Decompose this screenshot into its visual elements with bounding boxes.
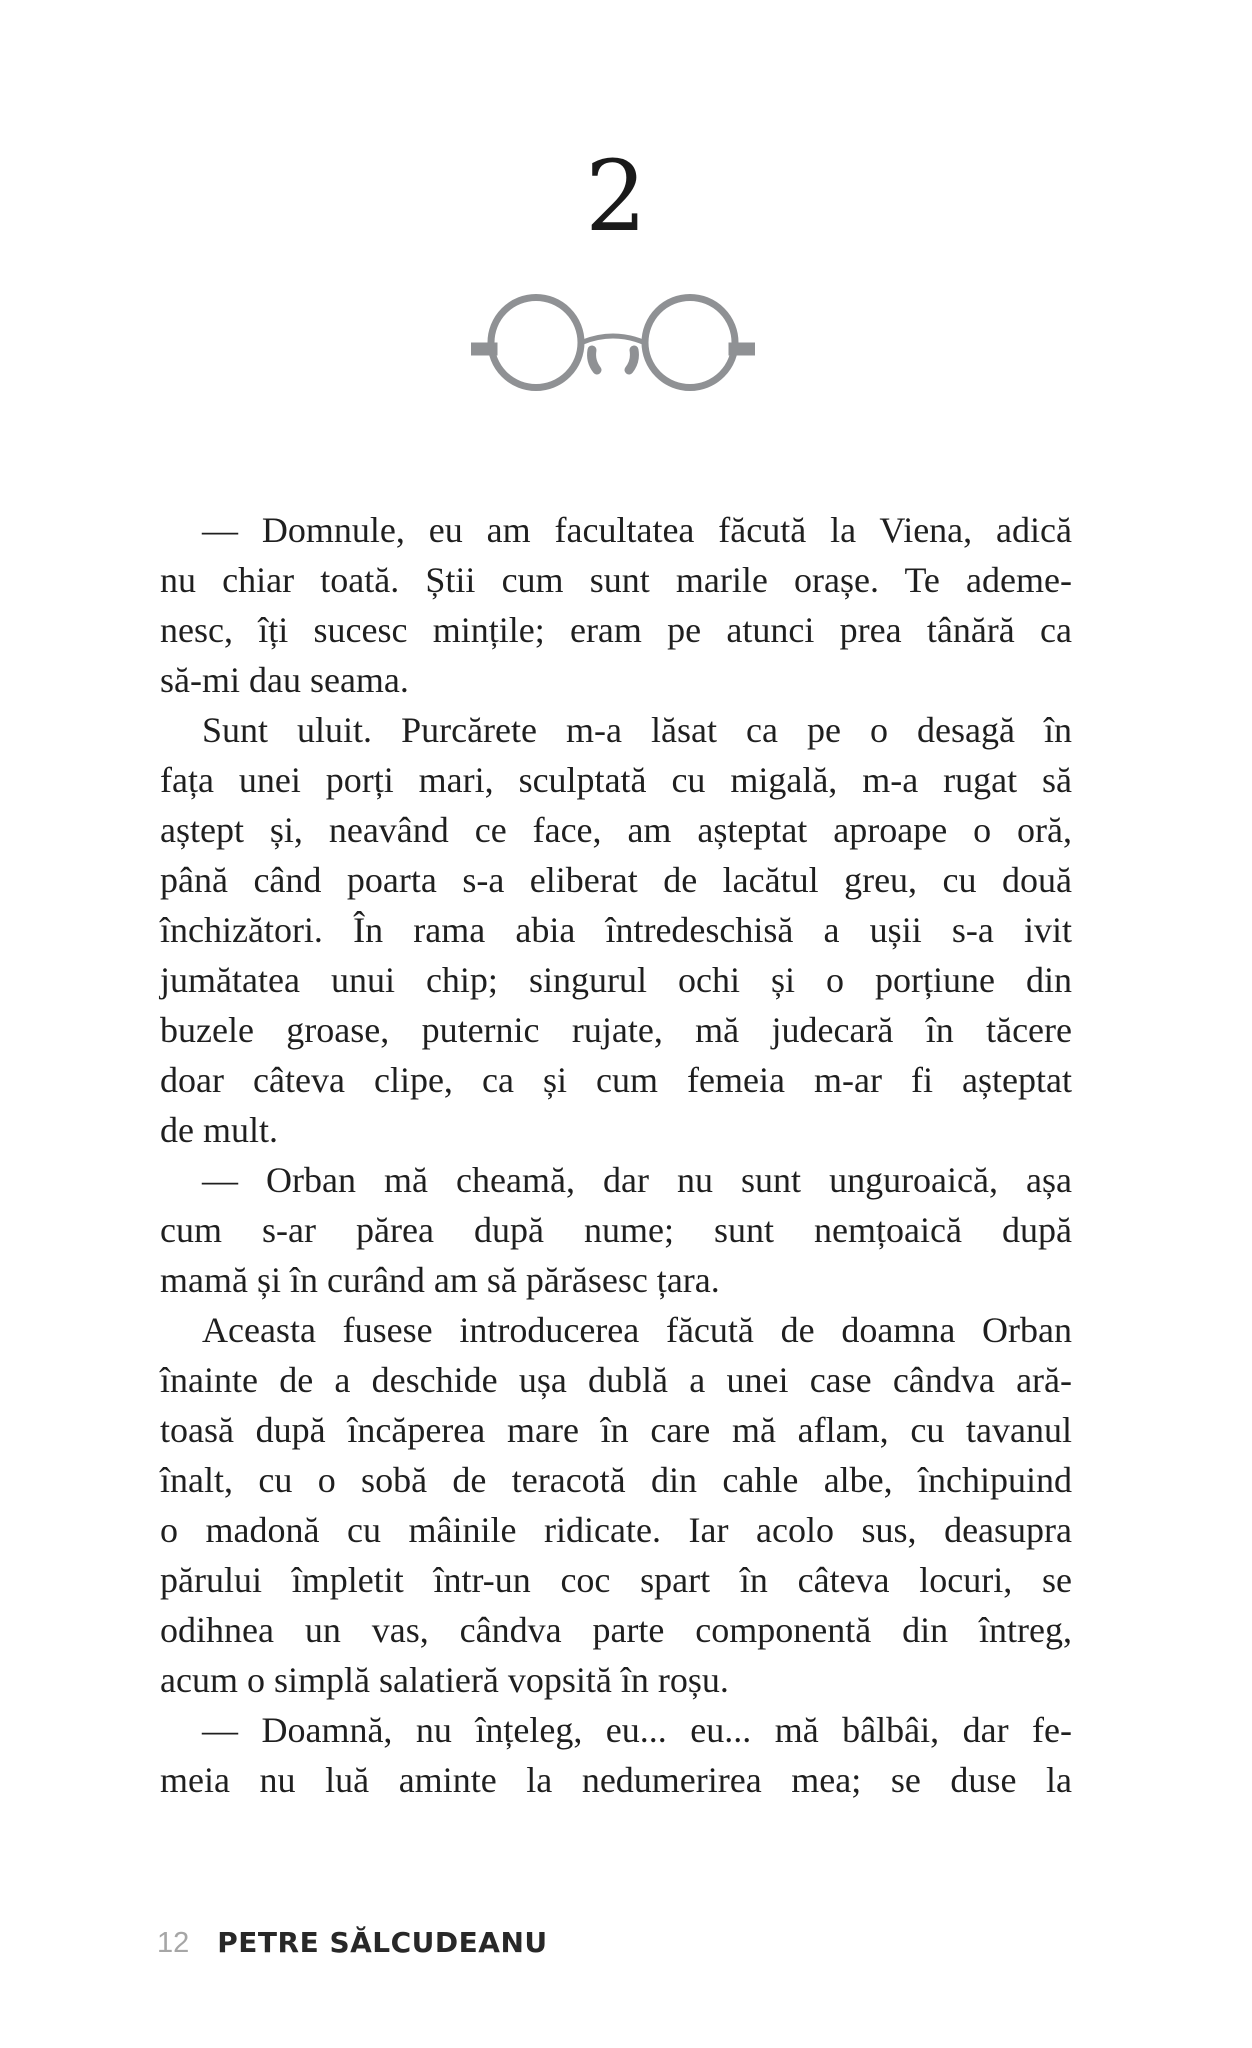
text-line: Sunt uluit. Purcărete m-a lăsat ca pe o desagă în — [202, 710, 1072, 750]
text-line: odihnea un vas, cândva parte componentă din întreg, — [160, 1610, 1072, 1650]
text-line: închizători. În rama abia întredeschisă a ușii s-a ivit — [160, 910, 1072, 950]
text-line: meia nu luă aminte la nedumerirea mea; se duse la — [160, 1760, 1072, 1800]
text-line: buzele groase, puternic rujate, mă judecară în tăcere — [160, 1010, 1072, 1050]
text-line: toasă după încăperea mare în care mă aflam, cu tavanul — [160, 1410, 1072, 1450]
text-line: până când poarta s-a eliberat de lacătul greu, cu două — [160, 860, 1072, 900]
chapter-number: 2 — [585, 140, 647, 253]
text-line: nesc, îți sucesc mințile; eram pe atunci prea tânără ca — [160, 610, 1072, 650]
text-line: Aceasta fusese introducerea făcută de doamna Orban — [202, 1310, 1072, 1350]
text-line: înainte de a deschide ușa dublă a unei case cândva ară- — [160, 1360, 1072, 1400]
footer-author: PETRE SĂLCUDEANU — [217, 1926, 548, 1959]
text-line: jumătatea unui chip; singurul ochi și o porțiune din — [160, 960, 1072, 1000]
text-line: să-mi dau seama. — [160, 660, 409, 700]
text-line: — Domnule, eu am facultatea făcută la Viena, adică — [202, 510, 1072, 550]
text-line: acum o simplă salatieră vopsită în roșu. — [160, 1660, 729, 1700]
paragraph — [160, 1705, 1072, 1805]
paragraph — [160, 1155, 1072, 1305]
text-line: fața unei porți mari, sculptată cu migală, m-a rugat să — [160, 760, 1072, 800]
paragraph — [160, 505, 1072, 705]
text-line: aștept și, neavând ce face, am așteptat aproape o oră, — [160, 810, 1072, 850]
text-line: înalt, cu o sobă de teracotă din cahle albe, închipuind — [160, 1460, 1072, 1500]
page-footer — [157, 1926, 548, 1960]
text-line: părului împletit într-un coc spart în câteva locuri, se — [160, 1560, 1072, 1600]
text-line: de mult. — [160, 1110, 278, 1150]
paragraph — [160, 705, 1072, 1155]
page-number: 12 — [157, 1927, 190, 1959]
paragraph — [160, 1305, 1072, 1705]
body-text — [160, 505, 1072, 1805]
text-line: doar câteva clipe, ca și cum femeia m-ar fi așteptat — [160, 1060, 1072, 1100]
text-line: nu chiar toată. Știi cum sunt marile orașe. Te ademe- — [160, 560, 1072, 600]
text-line: — Doamnă, nu înțeleg, eu... eu... mă bâlbâi, dar fe- — [202, 1710, 1072, 1750]
round-eyeglasses-icon — [471, 290, 755, 396]
text-line: o madonă cu mâinile ridicate. Iar acolo sus, deasupra — [160, 1510, 1072, 1550]
text-line: cum s-ar părea după nume; sunt nemțoaică după — [160, 1210, 1072, 1250]
text-line: — Orban mă cheamă, dar nu sunt unguroaică, așa — [202, 1160, 1072, 1200]
text-line: mamă și în curând am să părăsesc țara. — [160, 1260, 720, 1300]
